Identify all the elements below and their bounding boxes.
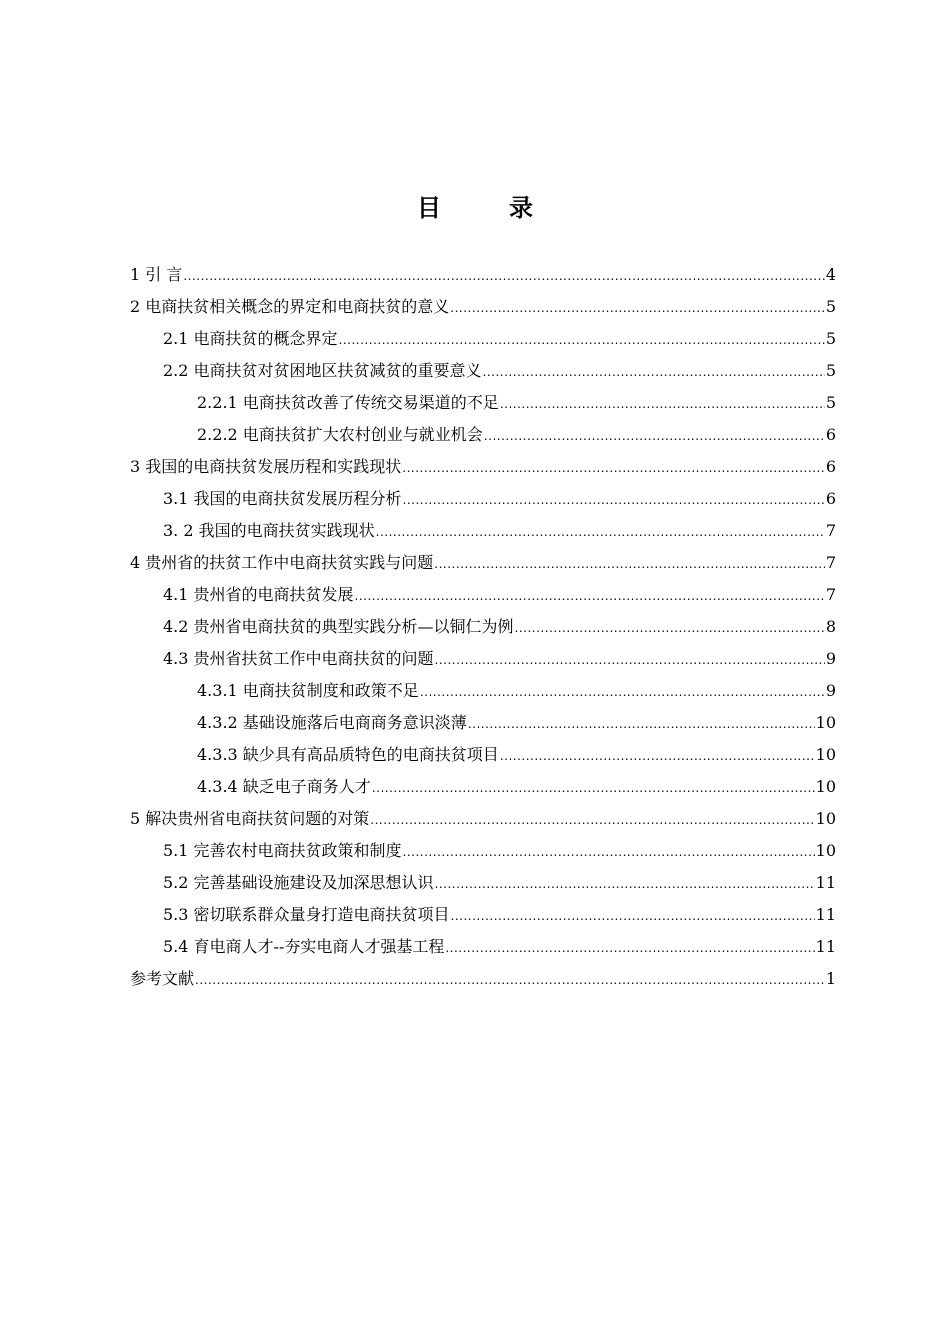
toc-entry[interactable]: [130, 547, 836, 579]
toc-entry[interactable]: [130, 835, 836, 867]
dot-leader: [451, 900, 815, 932]
toc-entry-title: 2 电商扶贫相关概念的界定和电商扶贫的意义: [130, 297, 450, 316]
toc-page-number: 9: [825, 649, 836, 668]
toc-entry-title: 2.2.1 电商扶贫改善了传统交易渠道的不足: [197, 393, 499, 412]
dot-leader: [183, 260, 824, 292]
toc-entry[interactable]: [130, 579, 836, 611]
toc-entry-title: 5.4 育电商人才--夯实电商人才强基工程: [163, 937, 445, 956]
toc-entry[interactable]: [130, 451, 836, 483]
toc-entry[interactable]: [130, 675, 836, 707]
dot-leader: [403, 836, 815, 868]
toc-entry-title: 4 贵州省的扶贫工作中电商扶贫实践与问题: [130, 553, 434, 572]
toc-entry-title: 4.3.4 缺乏电子商务人才: [197, 777, 371, 796]
toc-entry[interactable]: [130, 963, 836, 995]
dot-leader: [483, 356, 825, 388]
toc-page-number: 11: [815, 873, 836, 892]
toc-entry-title: 4.3 贵州省扶贫工作中电商扶贫的问题: [163, 649, 434, 668]
dot-leader: [445, 932, 814, 964]
toc-page-number: 10: [815, 809, 836, 828]
toc-entry[interactable]: [130, 323, 836, 355]
dot-leader: [402, 452, 825, 484]
toc-page-number: 4: [825, 265, 836, 284]
toc-entry[interactable]: [130, 739, 836, 771]
toc-entry[interactable]: [130, 707, 836, 739]
toc-entry-title: 2.2 电商扶贫对贫困地区扶贫减贫的重要意义: [163, 361, 482, 380]
toc-entry[interactable]: [130, 867, 836, 899]
toc-page-number: 5: [825, 329, 836, 348]
dot-leader: [420, 676, 825, 708]
toc-entry-title: 4.3.2 基础设施落后电商商务意识淡薄: [197, 713, 467, 732]
toc-page-number: 11: [815, 905, 836, 924]
toc-entry-title: 5.3 密切联系群众量身打造电商扶贫项目: [163, 905, 450, 924]
dot-leader: [500, 740, 815, 772]
dot-leader: [355, 580, 825, 612]
toc-page-number: 10: [815, 777, 836, 796]
toc-page-number: 5: [825, 297, 836, 316]
toc-entry-title: 3.1 我国的电商扶贫发展历程分析: [163, 489, 402, 508]
toc-entry[interactable]: [130, 771, 836, 803]
toc-entry-title: 4.3.3 缺少具有高品质特色的电商扶贫项目: [197, 745, 499, 764]
dot-leader: [484, 420, 825, 452]
dot-leader: [435, 644, 825, 676]
toc-entry[interactable]: [130, 931, 836, 963]
toc-entry[interactable]: [130, 291, 836, 323]
toc-entry-title: 3. 2 我国的电商扶贫实践现状: [163, 521, 375, 540]
toc-page-number: 6: [825, 457, 836, 476]
dot-leader: [435, 868, 815, 900]
dot-leader: [372, 772, 815, 804]
toc-entry-title: 2.1 电商扶贫的概念界定: [163, 329, 338, 348]
toc-page-number: 5: [825, 393, 836, 412]
dot-leader: [339, 324, 825, 356]
toc-entry-title: 5 解决贵州省电商扶贫问题的对策: [130, 809, 370, 828]
toc-page-number: 7: [825, 553, 836, 572]
toc-entry-title: 4.3.1 电商扶贫制度和政策不足: [197, 681, 419, 700]
toc-entry[interactable]: [130, 483, 836, 515]
toc-entry[interactable]: [130, 387, 836, 419]
toc-page-number: 9: [825, 681, 836, 700]
toc-page-number: 6: [825, 489, 836, 508]
toc-entry[interactable]: [130, 259, 836, 291]
dot-leader: [468, 708, 815, 740]
toc-entry[interactable]: [130, 803, 836, 835]
toc-page-number: 7: [825, 521, 836, 540]
toc-entry[interactable]: [130, 643, 836, 675]
dot-leader: [500, 388, 825, 420]
toc-title: 目 录: [417, 194, 555, 222]
toc-page-number: 7: [825, 585, 836, 604]
toc-page-number: 10: [815, 745, 836, 764]
toc-entry[interactable]: [130, 419, 836, 451]
toc-page-number: 10: [815, 841, 836, 860]
dot-leader: [450, 292, 825, 324]
dot-leader: [370, 804, 814, 836]
toc-page-number: 10: [815, 713, 836, 732]
toc-entry[interactable]: [130, 355, 836, 387]
toc-entry-title: 4.2 贵州省电商扶贫的典型实践分析—以铜仁为例: [163, 617, 514, 636]
table-of-contents: [130, 259, 836, 995]
toc-entry-title: 3 我国的电商扶贫发展历程和实践现状: [130, 457, 402, 476]
dot-leader: [434, 548, 825, 580]
dot-leader: [376, 516, 825, 548]
toc-entry-title: 5.2 完善基础设施建设及加深思想认识: [163, 873, 434, 892]
toc-page-number: 5: [825, 361, 836, 380]
toc-page-number: 11: [815, 937, 836, 956]
toc-entry-title: 5.1 完善农村电商扶贫政策和制度: [163, 841, 402, 860]
toc-entry[interactable]: [130, 515, 836, 547]
toc-page-number: 8: [825, 617, 836, 636]
dot-leader: [403, 484, 825, 516]
toc-entry[interactable]: [130, 611, 836, 643]
toc-page-number: 1: [825, 969, 836, 988]
toc-page-number: 6: [825, 425, 836, 444]
toc-entry-title: 4.1 贵州省的电商扶贫发展: [163, 585, 354, 604]
toc-entry-title: 参考文献: [130, 969, 195, 988]
toc-entry-title: 2.2.2 电商扶贫扩大农村创业与就业机会: [197, 425, 483, 444]
toc-entry-title: 1 引 言: [130, 265, 183, 284]
dot-leader: [515, 612, 825, 644]
dot-leader: [195, 964, 825, 996]
toc-entry[interactable]: [130, 899, 836, 931]
